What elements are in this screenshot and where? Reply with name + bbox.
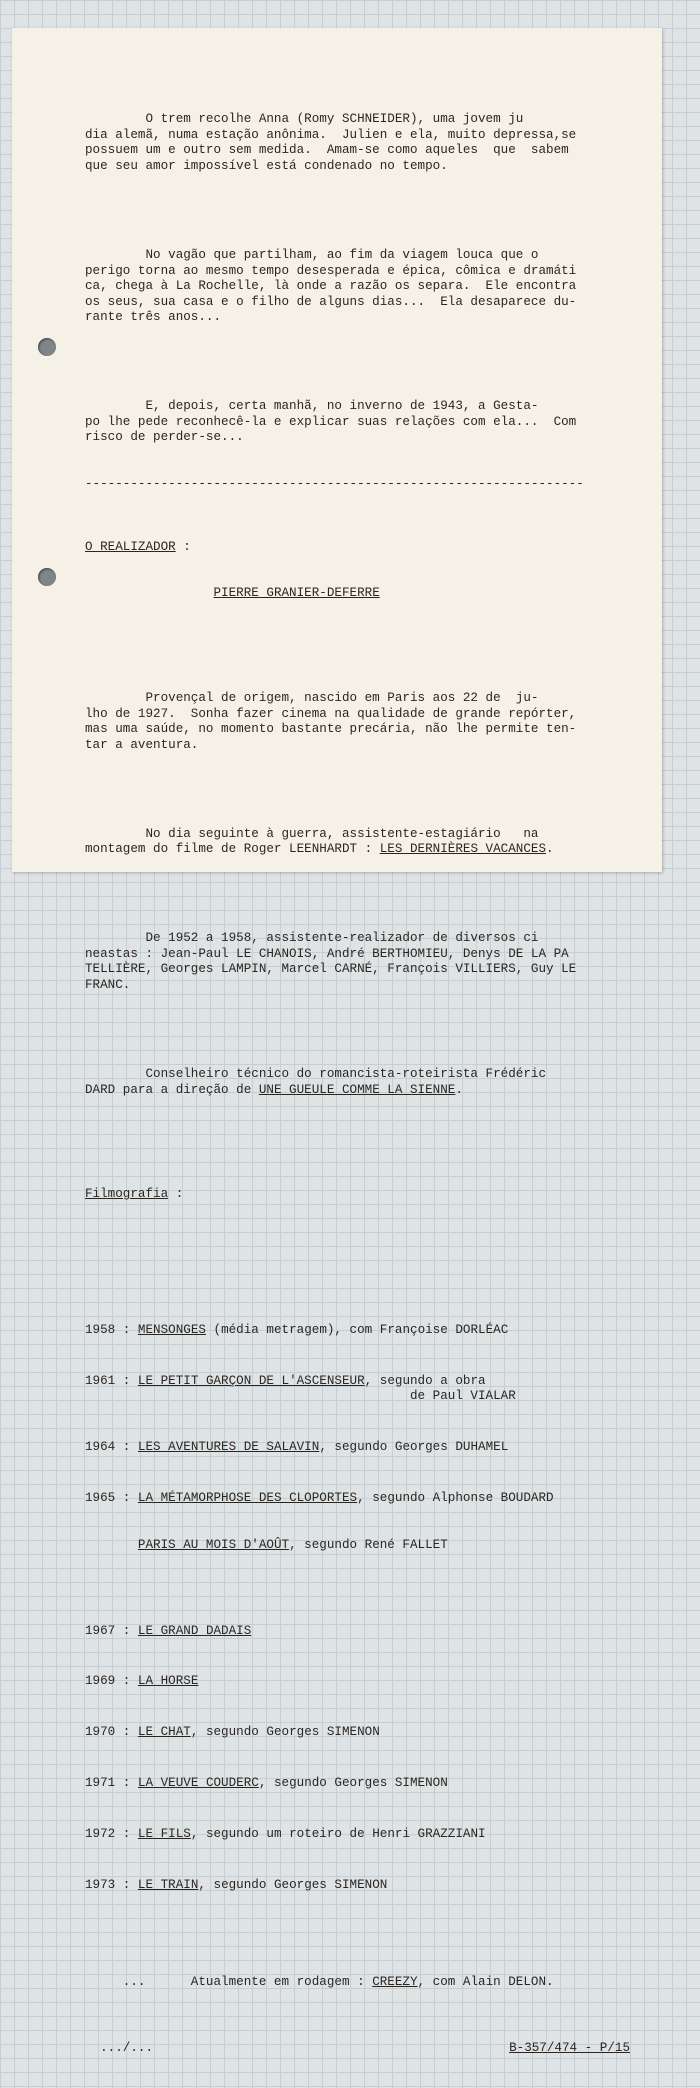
film-title: LE PETIT GARÇON DE L'ASCENSEUR (137, 1373, 365, 1388)
bio-film-title: UNE GUEULE COMME LA SIENNE (258, 1082, 456, 1097)
film-title: LA VEUVE COUDERC (137, 1775, 259, 1790)
film-title: LA HORSE (137, 1674, 199, 1689)
film-title: LE FILS (137, 1826, 191, 1841)
punch-hole (38, 568, 56, 586)
film-year: 1965 (85, 1490, 116, 1505)
current-production: ... Atualmente em rodagem : CREEZY, com Alain DELON. (85, 1975, 554, 1990)
film-details: , segundo Georges SIMENON (258, 1775, 448, 1790)
document-reference: B-357/474 - P/15 (509, 2041, 630, 2056)
film-year: 1964 (85, 1440, 116, 1455)
film-entry: 1965 : LA MÉTAMORPHOSE DES CLOPORTES, segundo Alphonse BOUDARD (85, 1490, 554, 1505)
film-year: 1970 (85, 1725, 116, 1740)
film-details: (média metragem), com Françoise DORLÉAC (205, 1322, 509, 1337)
film-year: 1958 (85, 1322, 116, 1337)
bio-paragraph-4: Conselheiro técnico do romancista-roteirista Frédéric DARD para a direção de UNE GUEULE COMME LA SIENNE. (85, 1067, 547, 1097)
page-footer (85, 2041, 630, 2057)
continuation-mark: .../... (85, 2041, 154, 2056)
film-year: 1967 (85, 1623, 116, 1638)
film-title: LES AVENTURES DE SALAVIN (137, 1440, 320, 1455)
section-heading: O REALIZADOR (85, 539, 176, 554)
film-year: 1973 (85, 1877, 116, 1892)
film-title: PARIS AU MOIS D'AOÛT (137, 1537, 290, 1552)
film-entry: 1961 : LE PETIT GARÇON DE L'ASCENSEUR, segundo a obra de Paul VIALAR (85, 1373, 516, 1404)
film-entry: 1970 : LE CHAT, segundo Georges SIMENON (85, 1725, 380, 1740)
film-entry: 1972 : LE FILS, segundo um roteiro de Henri GRAZZIANI (85, 1826, 486, 1841)
bio-film-title: LES DERNIÈRES VACANCES (379, 842, 547, 857)
film-title: LE CHAT (137, 1725, 191, 1740)
intro-paragraph-2: No vagão que partilham, ao fim da viagem louca que o perigo torna ao mesmo tempo desesperada e épica, cômica e dramáti ca, chega à La Rochelle, là onde a razão os separa. Ele encontra os seus, sua casa e o filho de alguns dias... Ela desaparece du- rante três anos... (85, 247, 577, 325)
document-page (12, 28, 662, 2056)
film-entry: 1971 : LA VEUVE COUDERC, segundo Georges SIMENON (85, 1775, 448, 1790)
intro-paragraph-1: O trem recolhe Anna (Romy SCHNEIDER), uma jovem ju dia alemã, numa estação anônima. Julien e ela, muito depressa,se possuem um e outro sem medida. Amam-se como aqueles que sabem que seu amor impossível está condenado no tempo. (85, 112, 577, 173)
bio-paragraph-3: De 1952 a 1958, assistente-realizador de diversos ci neastas : Jean-Paul LE CHANOIS, André BERTHOMIEU, Denys DE LA PA TELLIÈRE, Georges LAMPIN, Marcel CARNÉ, François VILLIERS, Guy LE FRANC. (85, 931, 577, 993)
director-name-line (85, 586, 630, 602)
film-details: , segundo a obra de Paul VIALAR (364, 1373, 516, 1404)
director-name: PIERRE GRANIER-DEFERRE (213, 586, 380, 601)
document-text (85, 81, 630, 2088)
film-year: 1961 (85, 1373, 116, 1388)
film-details: , segundo Georges SIMENON (198, 1877, 388, 1892)
section-heading-line (85, 540, 630, 556)
film-title: LE GRAND DADAIS (137, 1623, 252, 1638)
filmography-heading: Filmografia (85, 1187, 169, 1202)
intro-paragraph-3: E, depois, certa manhã, no inverno de 1943, a Gesta- po lhe pede reconhecê-la e explicar suas relações com ela... Com risco de perder-se... (85, 399, 577, 445)
film-entry: 1973 : LE TRAIN, segundo Georges SIMENON (85, 1877, 388, 1892)
current-film-title: CREEZY (372, 1975, 418, 1990)
film-entry (85, 1538, 630, 1554)
film-title: LA MÉTAMORPHOSE DES CLOPORTES (137, 1490, 358, 1505)
film-year: 1969 (85, 1674, 116, 1689)
film-title: LE TRAIN (137, 1877, 199, 1892)
film-details: , segundo Georges SIMENON (190, 1725, 380, 1740)
film-entry: 1964 : LES AVENTURES DE SALAVIN, segundo Georges DUHAMEL (85, 1440, 509, 1455)
dashed-divider: ------------------------------------------------------------------ (85, 477, 584, 492)
film-details: , segundo Georges DUHAMEL (319, 1440, 509, 1455)
punch-hole (38, 338, 56, 356)
film-entry: 1969 : LA HORSE (85, 1674, 199, 1689)
film-details: , segundo um roteiro de Henri GRAZZIANI (190, 1826, 486, 1841)
filmography-list (85, 1292, 630, 1925)
film-entry: 1967 : LE GRAND DADAIS (85, 1623, 252, 1638)
film-title: MENSONGES (137, 1322, 206, 1337)
film-details: , segundo René FALLET (289, 1537, 448, 1552)
bio-paragraph-2: No dia seguinte à guerra, assistente-estagiário na montagem do filme de Roger LEENHARDT : LES DERNIÈRES VACANCES. (85, 826, 554, 857)
film-entry: 1958 : MENSONGES (média metragem), com Françoise DORLÉAC (85, 1322, 509, 1337)
film-details: , segundo Alphonse BOUDARD (357, 1490, 554, 1505)
film-year: 1972 (85, 1826, 116, 1841)
bio-paragraph-1: Provençal de origem, nascido em Paris aos 22 de ju- lho de 1927. Sonha fazer cinema na qualidade de grande repórter, mas uma saúde, no momento bastante precária, não lhe permite ten- tar a aventura. (85, 690, 577, 752)
section-heading-colon: : (175, 539, 191, 554)
filmography-heading-line: Filmografia : (85, 1187, 184, 1202)
film-year: 1971 (85, 1775, 116, 1790)
